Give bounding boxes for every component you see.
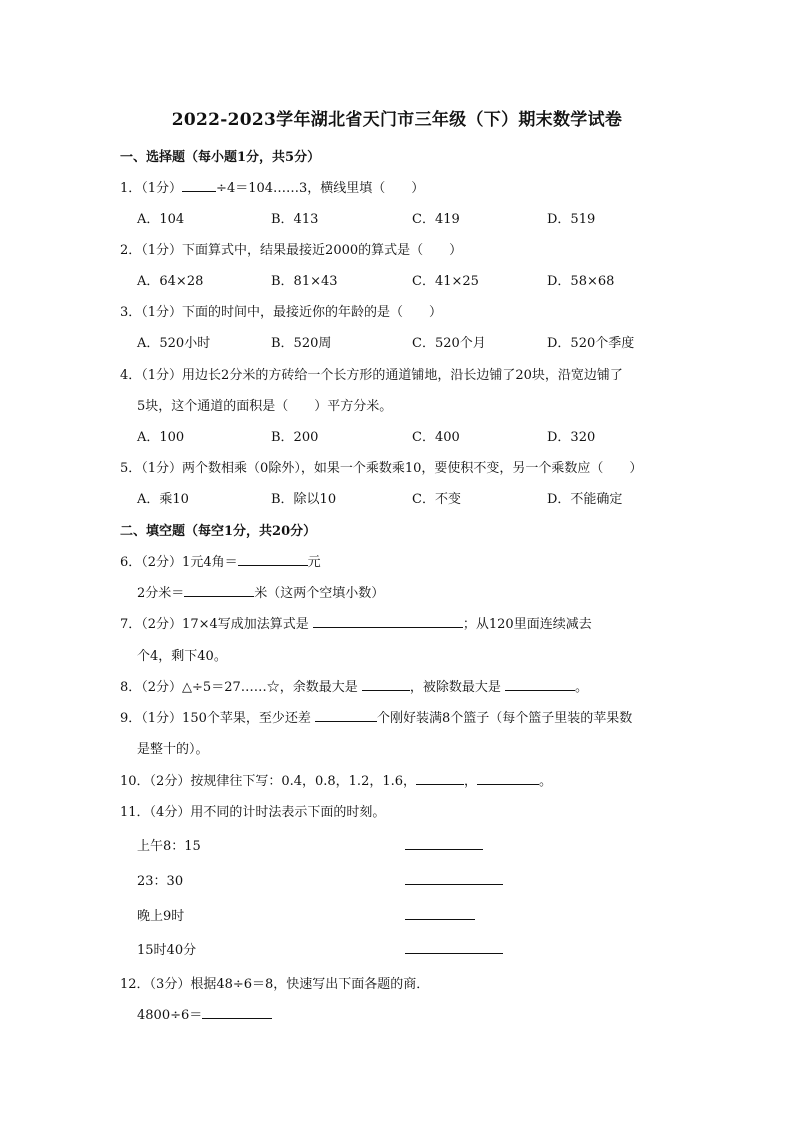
option-c[interactable]: C．419	[412, 212, 460, 227]
question-8-text: 。	[575, 680, 589, 695]
question-12-item	[137, 1004, 272, 1023]
time-item: 晚上9时	[137, 909, 185, 924]
option-a[interactable]: A．100	[137, 430, 185, 445]
option-b[interactable]: B．81×43	[271, 274, 338, 289]
option-c[interactable]: C．520个月	[412, 336, 486, 351]
question-5: 5．（1分）两个数相乘（0除外），如果一个乘数乘10，要使积不变，另一个乘数应（ ）	[120, 461, 643, 476]
answer-blank[interactable]	[313, 614, 463, 628]
option-b[interactable]: B．200	[271, 430, 319, 445]
question-1	[120, 177, 424, 196]
answer-blank[interactable]	[416, 771, 464, 785]
answer-blank[interactable]	[405, 919, 475, 920]
question-8	[120, 676, 588, 695]
option-b[interactable]: B．413	[271, 212, 319, 227]
question-10-text: 。	[539, 774, 553, 789]
question-1-text: ÷4＝104……3，横线里填（ ）	[216, 181, 425, 196]
section-heading-choice: 一、选择题（每小题1分，共5分）	[120, 150, 321, 165]
question-9-line-1	[120, 707, 632, 726]
time-item: 上午8：15	[137, 839, 201, 854]
question-12: 12．（3分）根据48÷6＝8，快速写出下面各题的商．	[120, 977, 430, 992]
question-7-text: ；从120里面连续减去	[462, 617, 592, 632]
option-d[interactable]: D．不能确定	[547, 492, 623, 507]
question-12-expression: 4800÷6＝	[137, 1008, 203, 1023]
answer-blank[interactable]	[182, 178, 216, 192]
option-a[interactable]: A．乘10	[137, 492, 189, 507]
answer-blank[interactable]	[315, 708, 377, 722]
answer-blank[interactable]	[505, 677, 575, 691]
unit-label: 元	[307, 555, 321, 570]
time-item: 23：30	[137, 874, 184, 889]
option-a[interactable]: A．520小时	[137, 336, 211, 351]
answer-blank[interactable]	[405, 953, 503, 954]
option-c[interactable]: C．41×25	[412, 274, 479, 289]
question-6-text: 2分米＝	[137, 586, 185, 601]
question-7-text: 7．（2分）17×4写成加法算式是	[120, 617, 309, 632]
option-c[interactable]: C．不变	[412, 492, 461, 507]
section-heading-fill: 二、填空题（每空1分，共20分）	[120, 524, 317, 539]
question-9-text: 个刚好装满8个篮子（每个篮子里装的苹果数	[377, 711, 633, 726]
question-2: 2．（1分）下面算式中，结果最接近2000的算式是（ ）	[120, 243, 463, 258]
question-8-text: ，被除数最大是	[409, 680, 501, 695]
question-4-options	[137, 426, 697, 444]
question-8-text: 8．（2分）△÷5＝27……☆，余数最大是	[120, 680, 358, 695]
answer-blank[interactable]	[405, 884, 503, 885]
option-d[interactable]: D．520个季度	[547, 336, 635, 351]
question-10-text: ，	[464, 774, 478, 789]
question-4-line-1: 4．（1分）用边长2分米的方砖给一个长方形的通道铺地，沿长边铺了20块，沿宽边铺了	[120, 368, 623, 383]
question-6-line-2	[137, 582, 384, 601]
option-d[interactable]: D．58×68	[547, 274, 615, 289]
question-9-line-2: 是整十的）。	[137, 742, 209, 757]
question-5-options	[137, 488, 697, 506]
option-b[interactable]: B．除以10	[271, 492, 337, 507]
option-b[interactable]: B．520周	[271, 336, 332, 351]
question-7-line-1	[120, 613, 592, 632]
question-1-options	[137, 208, 697, 226]
option-c[interactable]: C．400	[412, 430, 460, 445]
question-10-text: 10．（2分）按规律往下写：0.4，0.8，1.2，1.6，	[120, 774, 417, 789]
question-3-options	[137, 332, 697, 350]
option-a[interactable]: A．64×28	[137, 274, 204, 289]
question-9-text: 9．（1分）150个苹果，至少还差	[120, 711, 311, 726]
answer-blank[interactable]	[477, 771, 539, 785]
question-4-line-2: 5块，这个通道的面积是（ ）平方分米。	[137, 399, 393, 414]
answer-blank[interactable]	[238, 552, 308, 566]
question-2-options	[137, 270, 697, 288]
question-7-line-2: 个4，剩下40。	[137, 649, 227, 664]
question-3: 3．（1分）下面的时间中，最接近你的年龄的是（ ）	[120, 305, 443, 320]
question-1-number: 1．（1分）	[120, 181, 183, 196]
question-11: 11．（4分）用不同的计时法表示下面的时刻。	[120, 805, 386, 820]
question-6-text: 6．（2分）1元4角＝	[120, 555, 238, 570]
answer-blank[interactable]	[405, 849, 483, 850]
time-item: 15时40分	[137, 943, 197, 958]
answer-blank[interactable]	[362, 677, 410, 691]
question-6-line-1	[120, 551, 321, 570]
answer-blank[interactable]	[202, 1005, 272, 1019]
page-title: 2022-2023学年湖北省天门市三年级（下）期末数学试卷	[171, 110, 623, 130]
option-d[interactable]: D．519	[547, 212, 596, 227]
answer-blank[interactable]	[184, 583, 254, 597]
option-a[interactable]: A．104	[137, 212, 185, 227]
option-d[interactable]: D．320	[547, 430, 596, 445]
unit-label: 米（这两个空填小数）	[254, 586, 385, 601]
question-10	[120, 770, 552, 789]
